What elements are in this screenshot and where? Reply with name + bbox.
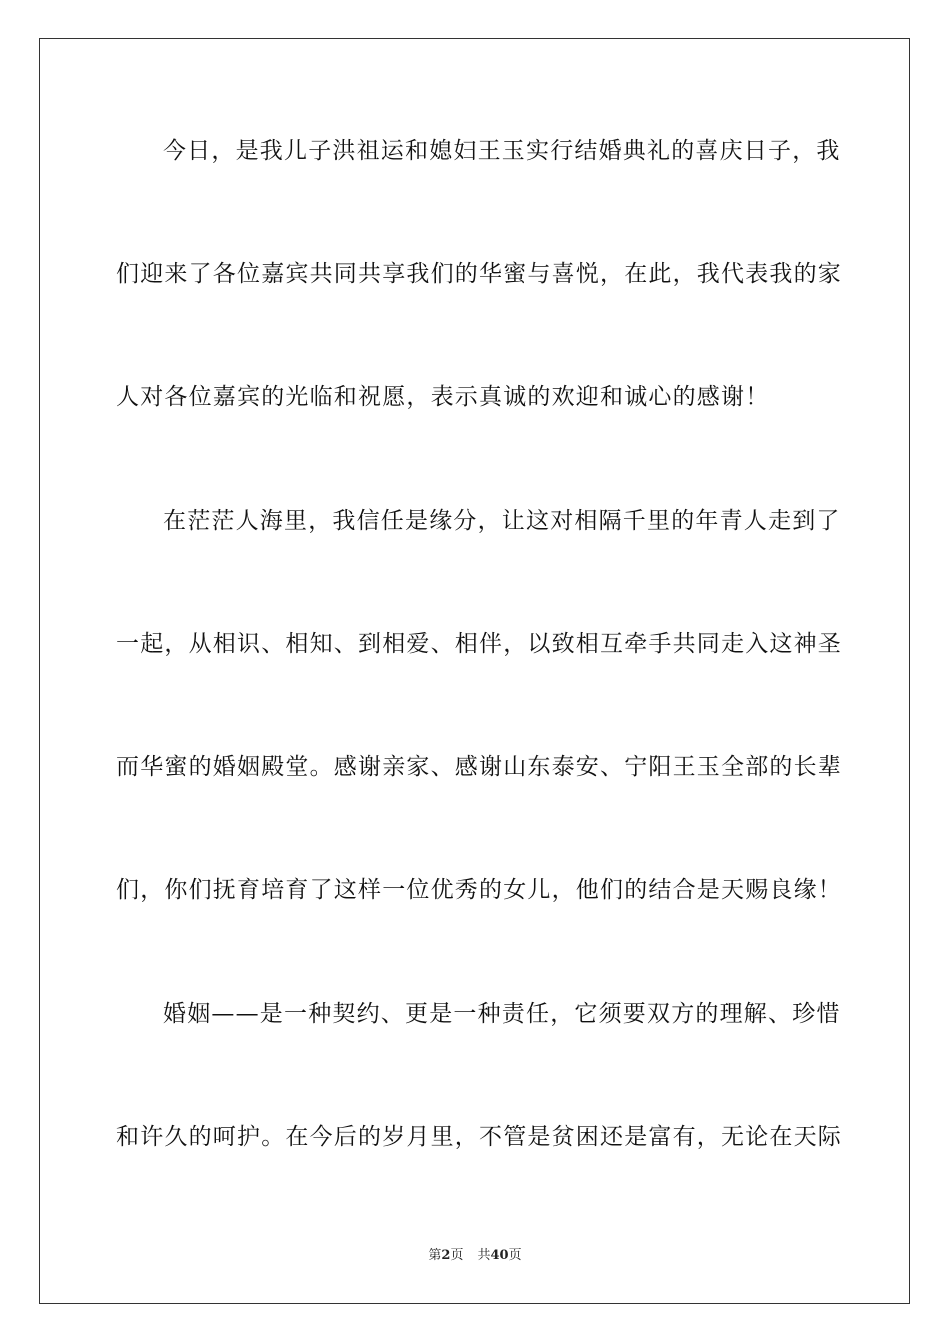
- page-border: [39, 38, 910, 1304]
- paragraph-line: 婚姻——是一种契约、更是一种责任，它须要双方的理解、珍惜: [163, 1001, 841, 1027]
- paragraph-line: 们，你们抚育培育了这样一位优秀的女儿，他们的结合是天赐良缘！: [116, 877, 842, 903]
- page-number: 2: [441, 1248, 451, 1263]
- total-pages: 40: [490, 1248, 509, 1263]
- page-label-prefix: 第: [428, 1248, 442, 1263]
- paragraph-line: 和许久的呵护。在今后的岁月里，不管是贫困还是富有，无论在天际: [116, 1124, 842, 1150]
- page-label-suffix: 页: [450, 1248, 464, 1263]
- paragraph-line: 人对各位嘉宾的光临和祝愿，表示真诚的欢迎和诚心的感谢！: [116, 384, 770, 410]
- page-footer: [0, 1248, 950, 1264]
- paragraph-line: 一起，从相识、相知、到相爱、相伴，以致相互牵手共同走入这神圣: [116, 631, 842, 657]
- total-label-suffix: 页: [508, 1248, 522, 1263]
- paragraph-line: 今日，是我儿子洪祖运和媳妇王玉实行结婚典礼的喜庆日子，我: [163, 138, 841, 164]
- total-label-prefix: 共: [477, 1248, 491, 1263]
- paragraph-line: 在茫茫人海里，我信任是缘分，让这对相隔千里的年青人走到了: [163, 508, 841, 534]
- paragraph-line: 而华蜜的婚姻殿堂。感谢亲家、感谢山东泰安、宁阳王玉全部的长辈: [116, 754, 842, 780]
- paragraph-line: 们迎来了各位嘉宾共同共享我们的华蜜与喜悦，在此，我代表我的家: [116, 261, 842, 287]
